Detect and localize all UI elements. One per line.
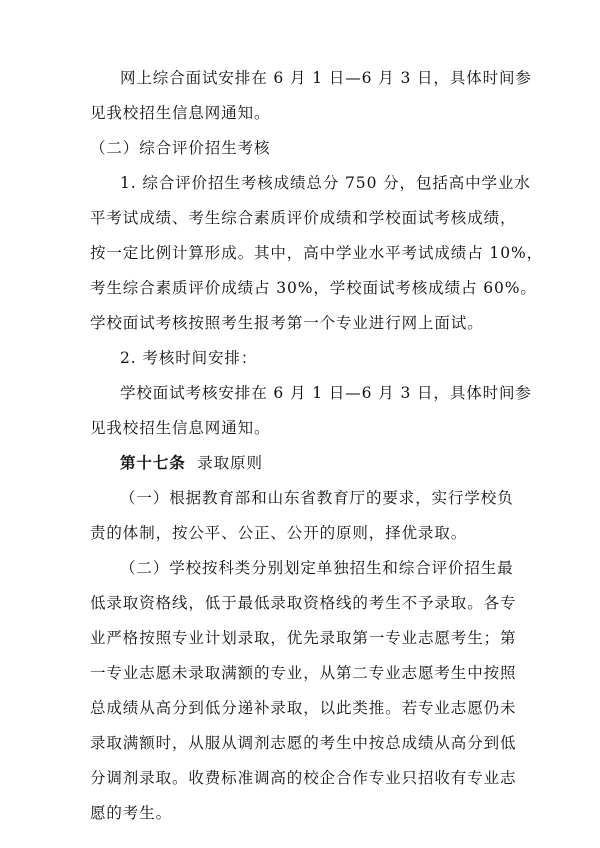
paragraph-line: 分调剂录取。收费标准调高的校企合作专业只招收有专业志 xyxy=(90,769,517,787)
paragraph-line: 业严格按照专业计划录取，优先录取第一专业志愿考生；第 xyxy=(90,629,517,647)
paragraph-line: 平考试成绩、考生综合素质评价成绩和学校面试考核成绩， xyxy=(90,209,517,227)
section-heading: （二）综合评价招生考核 xyxy=(90,139,271,157)
article-title: 录取原则 xyxy=(197,454,263,472)
paragraph-line: （二）学校按科类分别划定单独招生和综合评价招生最 xyxy=(120,559,514,577)
paragraph-line: 2. 考核时间安排： xyxy=(120,349,258,367)
article-heading xyxy=(120,453,263,473)
paragraph-line: （一）根据教育部和山东省教育厅的要求，实行学校负 xyxy=(120,489,514,507)
paragraph-line: 责的体制，按公平、公正、公开的原则，择优录取。 xyxy=(90,524,468,542)
paragraph-line: 学校面试考核按照考生报考第一个专业进行网上面试。 xyxy=(90,314,484,332)
paragraph-line: 总成绩从高分到低分递补录取，以此类推。若专业志愿仍未 xyxy=(90,699,517,717)
paragraph-line: 愿的考生。 xyxy=(90,804,173,822)
paragraph-line: 低录取资格线，低于最低录取资格线的考生不予录取。各专 xyxy=(90,594,517,612)
paragraph-line: 一专业志愿未录取满额的专业，从第二专业志愿考生中按照 xyxy=(90,664,517,682)
paragraph-line: 按一定比例计算形成。其中，高中学业水平考试成绩占 10%， xyxy=(90,244,543,262)
paragraph-line: 考生综合素质评价成绩占 30%，学校面试考核成绩占 60%。 xyxy=(90,279,537,297)
paragraph-line: 网上综合面试安排在 6 月 1 日—6 月 3 日，具体时间参 xyxy=(120,69,532,87)
paragraph-line: 录取满额时，从服从调剂志愿的考生中按总成绩从高分到低 xyxy=(90,734,517,752)
paragraph-line: 见我校招生信息网通知。 xyxy=(90,104,271,122)
article-number: 第十七条 xyxy=(120,453,186,472)
paragraph-line: 见我校招生信息网通知。 xyxy=(90,419,271,437)
paragraph-line: 学校面试考核安排在 6 月 1 日—6 月 3 日，具体时间参 xyxy=(120,384,532,402)
paragraph-line: 1. 综合评价招生考核成绩总分 750 分，包括高中学业水 xyxy=(120,174,531,192)
